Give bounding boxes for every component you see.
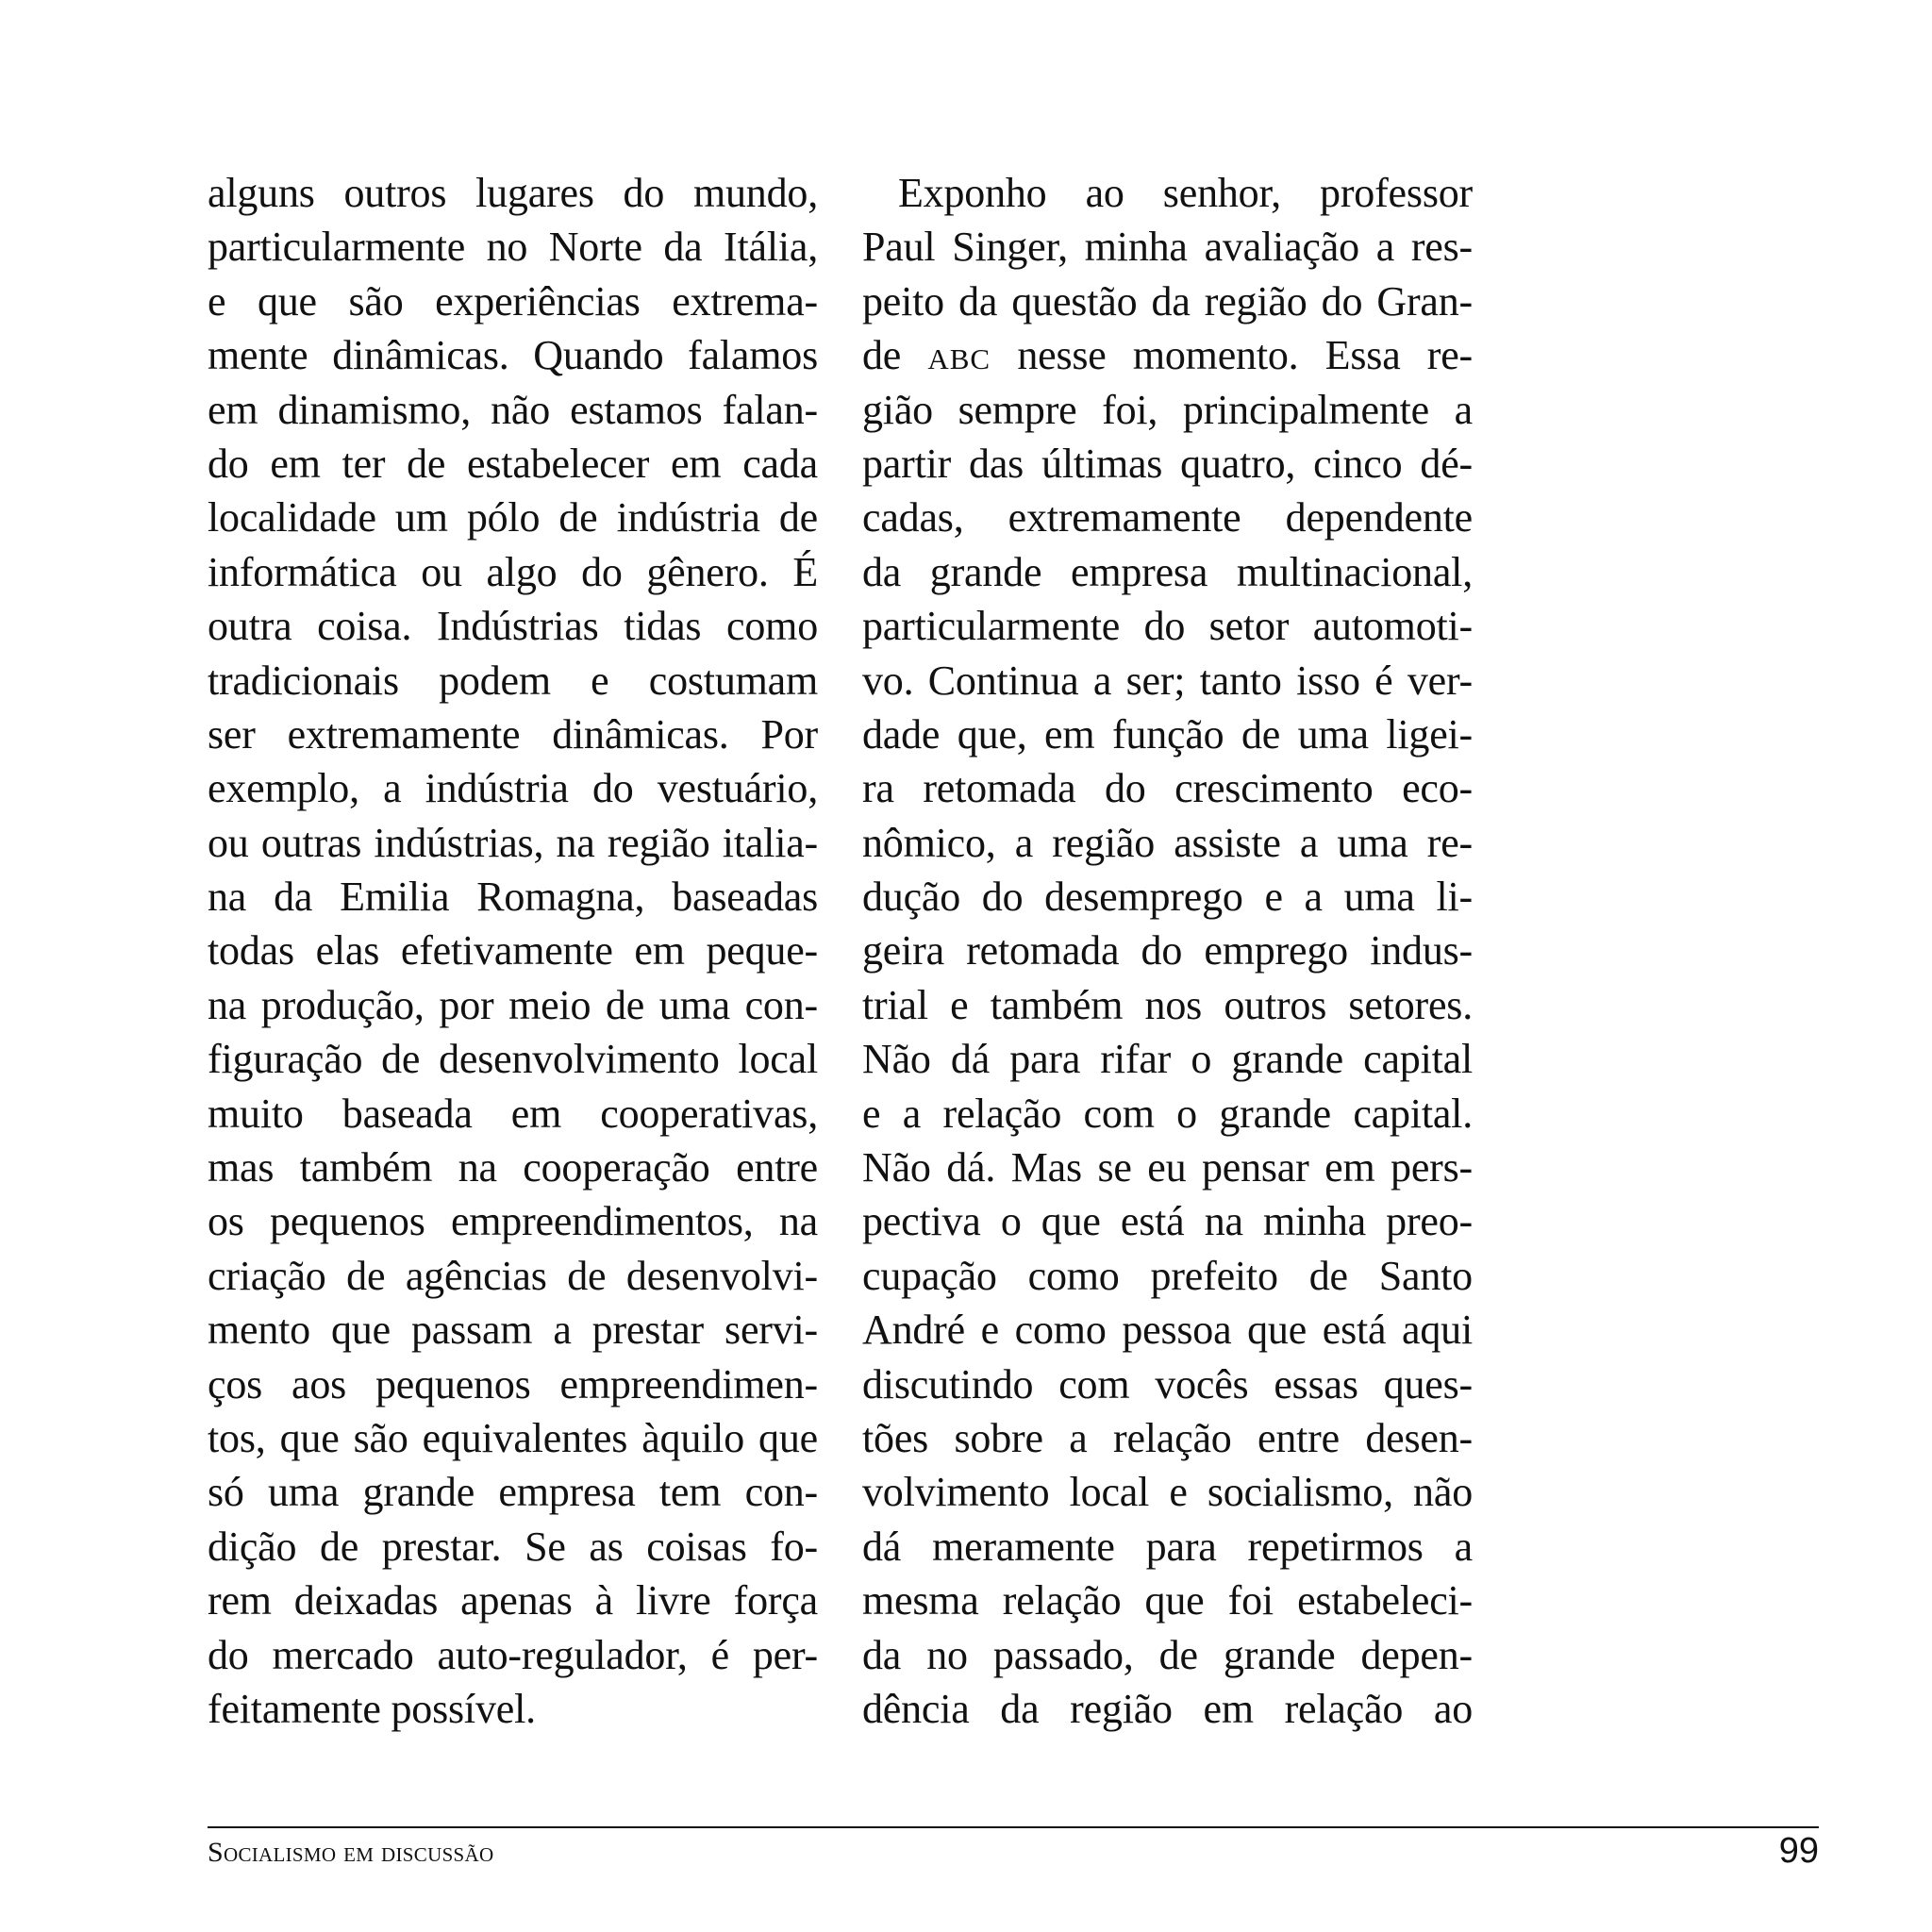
text-line: localidade um pólo de indústria de: [208, 494, 818, 541]
text-line: na produção, por meio de uma con-: [208, 981, 818, 1028]
text-line: dá meramente para repetirmos a: [862, 1523, 1473, 1570]
text-fragment: de: [862, 332, 902, 379]
text-line: nômico, a região assiste a uma re-: [862, 819, 1473, 866]
text-line: ser extremamente dinâmicas. Por: [208, 710, 818, 758]
text-line: discutindo com vocês essas ques-: [862, 1360, 1473, 1407]
text-line: ra retomada do crescimento eco-: [862, 765, 1473, 812]
text-line: particularmente no Norte da Itália,: [208, 224, 818, 271]
text-line: mento que passam a prestar servi-: [208, 1307, 818, 1354]
text-line: ou outras indústrias, na região italia-: [208, 819, 818, 866]
text-line: vo. Continua a ser; tanto isso é ver-: [862, 657, 1473, 704]
text-line: Não dá para rifar o grande capital: [862, 1036, 1473, 1083]
text-line: cupação como prefeito de Santo: [862, 1252, 1473, 1299]
text-line: dência da região em relação ao: [862, 1685, 1473, 1732]
text-line: dade que, em função de uma ligei-: [862, 710, 1473, 758]
text-line: dução do desemprego e a uma li-: [862, 874, 1473, 921]
text-line: tões sobre a relação entre desen-: [862, 1414, 1473, 1461]
text-line: e a relação com o grande capital.: [862, 1090, 1473, 1137]
text-line: todas elas efetivamente em peque-: [208, 927, 818, 974]
text-line: informática ou algo do gênero. É: [208, 548, 818, 595]
text-line: dição de prestar. Se as coisas fo-: [208, 1523, 818, 1570]
text-line: do mercado auto-regulador, é per-: [208, 1631, 818, 1678]
text-line: peito da questão da região do Gran-: [862, 277, 1473, 325]
text-line: mas também na cooperação entre: [208, 1144, 818, 1191]
left-text-column: [208, 166, 818, 1736]
footer-rule: [208, 1826, 1819, 1828]
text-line-with-abbreviation: [862, 328, 1473, 382]
paragraph-first-line: Exponho ao senhor, professor: [898, 170, 1473, 216]
text-line: Não dá. Mas se eu pensar em pers-: [862, 1144, 1473, 1191]
text-line: e que são experiências extrema-: [208, 277, 818, 325]
text-line: tos, que são equivalentes àquilo que: [208, 1414, 818, 1461]
text-line: gião sempre foi, principalmente a: [862, 386, 1473, 433]
text-fragment: nesse momento. Essa re-: [1017, 332, 1473, 379]
text-line: ços aos pequenos empreendimen-: [208, 1360, 818, 1407]
text-line: figuração de desenvolvimento local: [208, 1036, 818, 1083]
text-line: do em ter de estabelecer em cada: [208, 440, 818, 487]
text-line: feitamente possível.: [208, 1685, 536, 1732]
text-line: criação de agências de desenvolvi-: [208, 1252, 818, 1299]
text-line: tradicionais podem e costumam: [208, 657, 818, 704]
text-line: cadas, extremamente dependente: [862, 494, 1473, 541]
text-line: Paul Singer, minha avaliação a res-: [862, 224, 1473, 271]
text-line: muito baseada em cooperativas,: [208, 1090, 818, 1137]
running-title: Socialismo em discussão: [208, 1837, 494, 1868]
text-line: alguns outros lugares do mundo,: [208, 170, 818, 216]
text-line: exemplo, a indústria do vestuário,: [208, 765, 818, 812]
text-line: mente dinâmicas. Quando falamos: [208, 332, 818, 379]
text-line: partir das últimas quatro, cinco dé-: [862, 440, 1473, 487]
text-line: rem deixadas apenas à livre força: [208, 1577, 818, 1624]
text-line: mesma relação que foi estabeleci-: [862, 1577, 1473, 1624]
text-line: pectiva o que está na minha preo-: [862, 1198, 1473, 1245]
page-number: 99: [1778, 1831, 1819, 1871]
text-line: na da Emilia Romagna, baseadas: [208, 874, 818, 921]
text-line: outra coisa. Indústrias tidas como: [208, 603, 818, 650]
text-line: particularmente do setor automoti-: [862, 603, 1473, 650]
text-line: geira retomada do emprego indus-: [862, 927, 1473, 974]
text-line: trial e também nos outros setores.: [862, 981, 1473, 1028]
abc-abbreviation: abc: [927, 332, 991, 379]
text-line: os pequenos empreendimentos, na: [208, 1198, 818, 1245]
text-line: da grande empresa multinacional,: [862, 548, 1473, 595]
text-line: da no passado, de grande depen-: [862, 1631, 1473, 1678]
right-text-column: [862, 166, 1473, 1736]
text-line: André e como pessoa que está aqui: [862, 1307, 1473, 1354]
text-line: volvimento local e socialismo, não: [862, 1469, 1473, 1516]
text-line: só uma grande empresa tem con-: [208, 1469, 818, 1516]
text-line: em dinamismo, não estamos falan-: [208, 386, 818, 433]
